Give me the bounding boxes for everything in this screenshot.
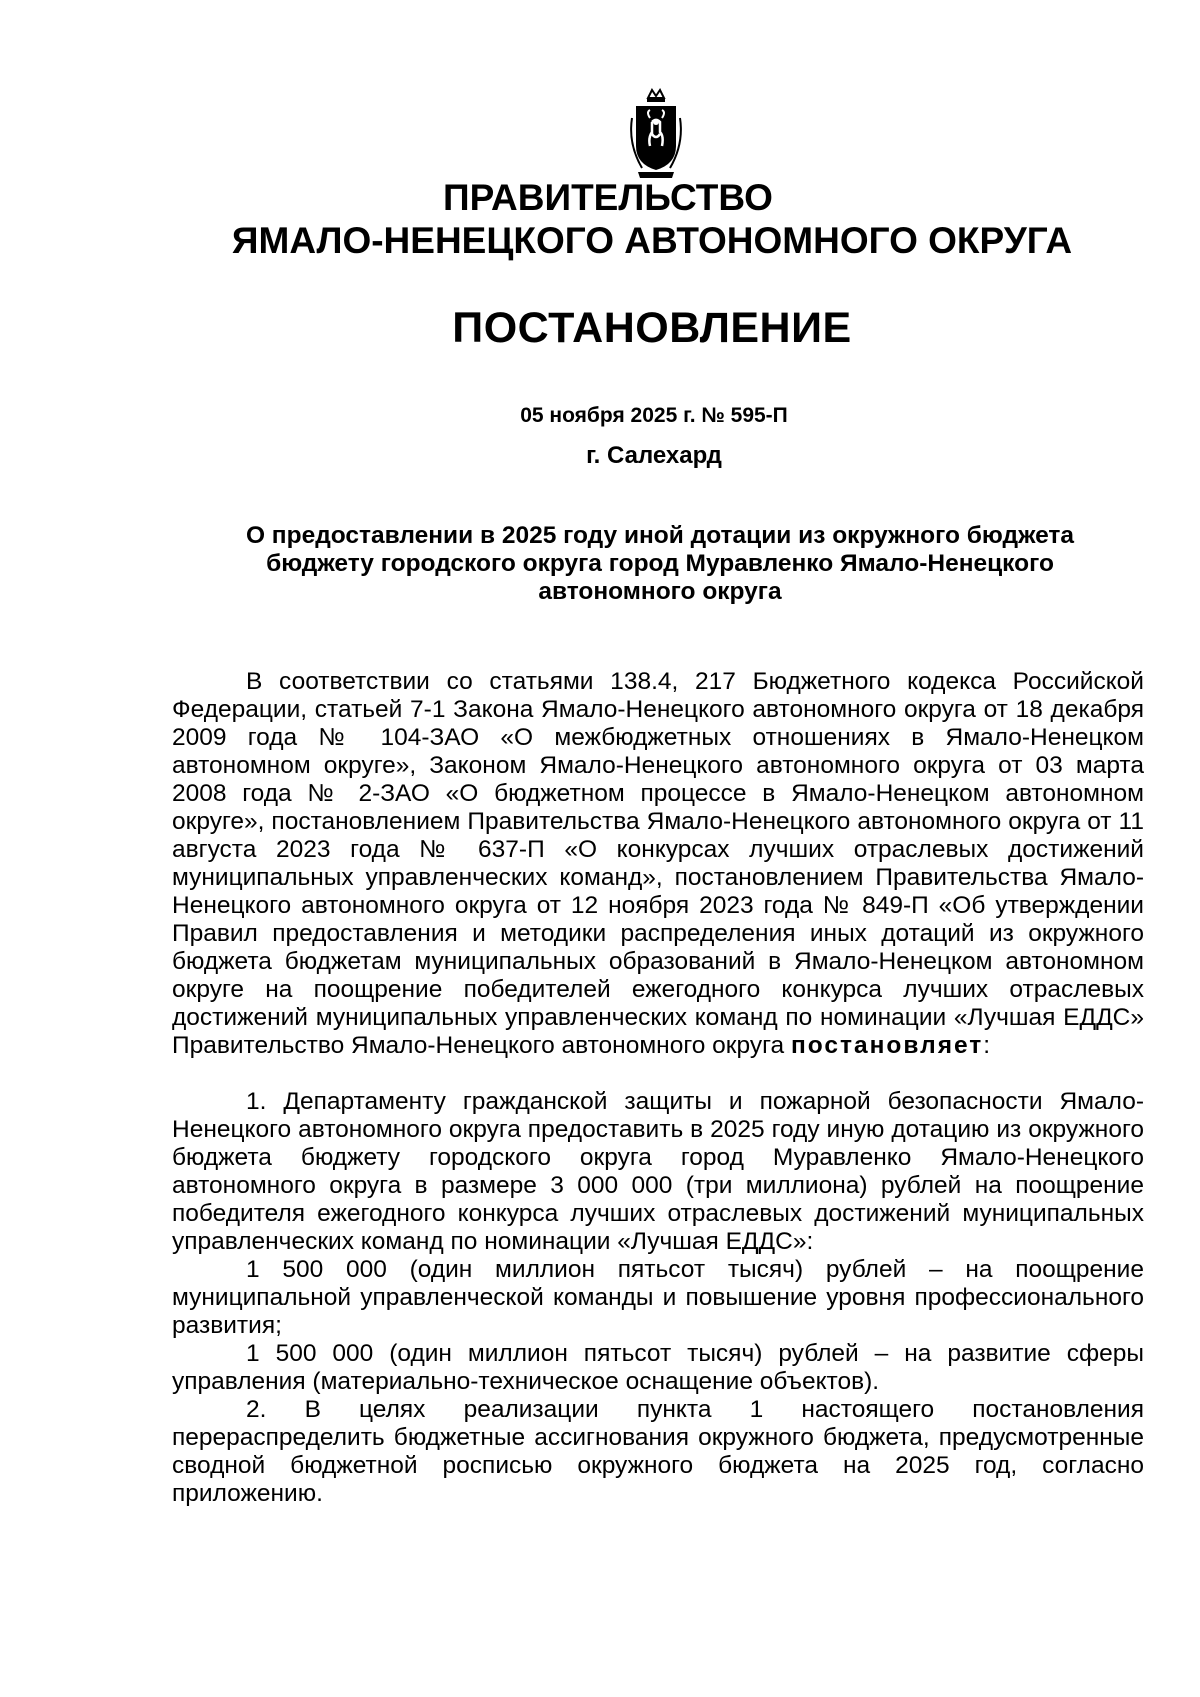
item-1b-paragraph: 1 500 000 (один миллион пятьсот тысяч) рублей – на развитие сферы управления (материально-техническое оснащение объектов). (172, 1340, 1144, 1395)
decree-word: постановляет (790, 1032, 984, 1059)
document-date-number: 05 ноября 2025 г. № 595-П (520, 404, 788, 427)
document-subject (200, 522, 1120, 606)
preamble-paragraph (172, 668, 1144, 1060)
item-1-paragraph: 1. Департаменту гражданской защиты и пожарной безопасности Ямало-Ненецкого автономного округа предоставить в 2025 году иную дотацию из окружного бюджета бюджету городского округа город Муравленко Ямало-Ненецкого автономного округа в размере 3 000 000 (три миллиона) рублей на поощрение победителя ежегодного конкурса лучших отраслевых достижений муниципальных управленческих команд по номинации «Лучшая ЕДДС»: (172, 1088, 1144, 1255)
organization-title-line2: ЯМАЛО-НЕНЕЦКОГО АВТОНОМНОГО ОКРУГА (231, 220, 1073, 261)
document-body (172, 668, 1144, 1508)
item-1a-paragraph: 1 500 000 (один миллион пятьсот тысяч) рублей – на поощрение муниципальной управленческой команды и повышение уровня профессионального развития; (172, 1256, 1144, 1339)
subject-line1: О предоставлении в 2025 году иной дотации из окружного бюджета (245, 522, 1075, 549)
coat-of-arms-emblem (628, 88, 684, 180)
decree-colon: : (983, 1032, 991, 1059)
item-2-paragraph: 2. В целях реализации пункта 1 настоящего постановления перераспределить бюджетные ассигнования окружного бюджета, предусмотренные сводной бюджетной росписью окружного бюджета на 2025 год, согласно приложению. (172, 1396, 1144, 1507)
document-city: г. Салехард (586, 442, 722, 469)
preamble-text: В соответствии со статьями 138.4, 217 Бюджетного кодекса Российской Федерации, статьей 7-1 Закона Ямало-Ненецкого автономного округа от 18 декабря 2009 года № 104-ЗАО «О межбюджетных отношениях в Ямало-Ненецком автономном округе», Законом Ямало-Ненецкого автономного округа от 03 марта 2008 года № 2-ЗАО «О бюджетном процессе в Ямало-Ненецком автономном округе», постановлением Правительства Ямало-Ненецкого автономного округа от 11 августа 2023 года № 637-П «О конкурсах лучших отраслевых достижений муниципальных управленческих команд», постановлением Правительства Ямало-Ненецкого автономного округа от 12 ноября 2023 года № 849-П «Об утверждении Правил предоставления и методики распределения иных дотаций из окружного бюджета бюджетам муниципальных образований в Ямало-Ненецком автономном округе на поощрение победителей ежегодного конкурса лучших отраслевых достижений муниципальных управленческих команд по номинации «Лучшая ЕДДС» Правительство Ямало-Ненецкого автономного округа (172, 668, 1144, 1059)
organization-title-line1: ПРАВИТЕЛЬСТВО (443, 177, 773, 218)
document-type: ПОСТАНОВЛЕНИЕ (452, 304, 852, 352)
subject-line3: автономного округа (538, 578, 782, 605)
subject-line2: бюджету городского округа город Муравленко Ямало-Ненецкого (266, 550, 1054, 577)
